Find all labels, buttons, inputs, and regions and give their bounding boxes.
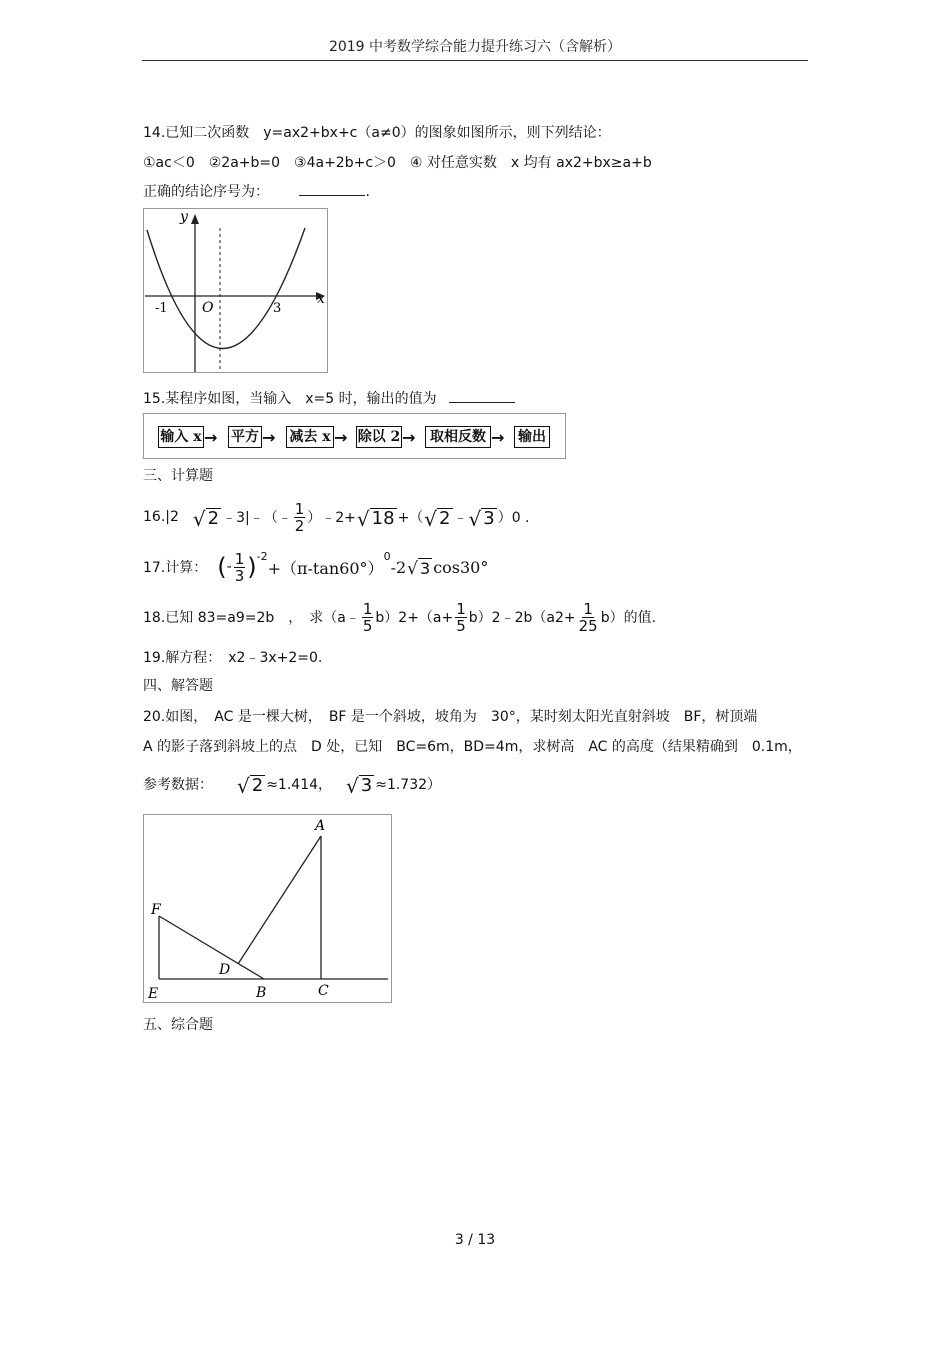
approx-sqrt3: ≈1.732） — [375, 777, 442, 793]
flow-box-square: 平方 — [228, 426, 262, 448]
paren-close: ) — [247, 553, 257, 581]
figure-frame — [144, 815, 392, 1003]
fraction-1-5: $\frac{1}{5}$ — [362, 599, 373, 635]
tree-slope-figure — [143, 814, 393, 1004]
flow-arrow: → — [262, 428, 276, 447]
q16-part: 16.|2 — [143, 509, 179, 525]
neg-one-label: -1 — [155, 301, 168, 316]
q16-part: ）0 . — [497, 510, 530, 526]
q16-expression — [143, 496, 530, 538]
q18-part: 18.已知 83=a9=2b ， 求（a﹣ — [143, 610, 360, 626]
flow-box-output: 输出 — [514, 426, 550, 448]
q20-line1: 20.如图， AC 是一棵大树， BF 是一个斜坡，坡角为 30°，某时刻太阳光直射斜坡 BF，树顶端 — [143, 709, 758, 725]
label-A: A — [315, 818, 326, 834]
q17-neg: - — [226, 559, 232, 575]
y-axis-arrow — [191, 214, 199, 224]
label-B: B — [256, 985, 267, 1001]
x-label: x — [317, 291, 325, 307]
sunray-AD — [238, 836, 321, 964]
q17-mid2: -2 — [390, 557, 407, 577]
parabola-graph — [143, 208, 329, 374]
q14-answer-prompt: 正确的结论序号为： — [143, 184, 269, 200]
exponent-0: 0 — [383, 550, 391, 563]
exponent-neg-2: -2 — [256, 550, 268, 563]
q14-line3 — [143, 181, 370, 202]
ref-prefix: 参考数据： — [143, 777, 213, 793]
program-flowchart — [143, 413, 566, 459]
page-number: 3 / 13 — [454, 1232, 496, 1248]
fraction-1-25: $\frac{1}{25}$ — [578, 599, 598, 635]
q17-expression — [143, 546, 488, 588]
q17-tail: cos30° — [433, 557, 489, 577]
label-D: D — [219, 962, 231, 978]
origin-label: O — [202, 300, 214, 316]
q18-part: b）2+（a+ — [375, 610, 454, 626]
flow-box-input: 输入 x — [158, 426, 204, 448]
fraction-1-5: $\frac{1}{5}$ — [456, 599, 466, 635]
q20-reference-data — [143, 765, 441, 803]
three-label: 3 — [273, 301, 282, 316]
flow-box-subtract: 减去 x — [286, 426, 334, 448]
flow-arrow: → — [204, 428, 218, 447]
sqrt-2: √ 2 — [237, 773, 264, 798]
q14-line1: 14.已知二次函数 y=ax2+bx+c（a≠0）的图象如图所示，则下列结论： — [143, 125, 611, 141]
sqrt-2: √ 2 — [192, 506, 220, 531]
q17-mid: +（π-tan60°） — [267, 558, 384, 578]
q15-line — [143, 388, 515, 409]
parabola-curve — [147, 228, 305, 349]
q18-part: b）2﹣2b（a2+ — [468, 610, 576, 626]
graph-frame — [144, 209, 328, 373]
page-header: 2019 中考数学综合能力提升练习六（含解析） — [328, 39, 622, 55]
flow-arrow: → — [334, 428, 348, 447]
q17-prefix: 17.计算： — [143, 560, 208, 576]
y-label: y — [180, 209, 188, 225]
q18-expression — [143, 596, 656, 638]
q14-period: . — [365, 184, 370, 200]
q19-text: 19.解方程： x2﹣3x+2=0. — [143, 650, 323, 666]
label-F: F — [151, 902, 161, 918]
sqrt-3: √ 3 — [346, 773, 373, 798]
q16-part: ）﹣2+ — [307, 510, 356, 526]
section-3-title: 三、计算题 — [143, 468, 213, 484]
flow-box-divide: 除以 2 — [356, 426, 402, 448]
q15-answer-blank[interactable] — [449, 388, 515, 403]
paren-open: ( — [217, 553, 227, 581]
flow-arrow: → — [491, 428, 505, 447]
section-5-title: 五、综合题 — [143, 1017, 213, 1033]
q16-part: ﹣3|﹣（﹣ — [222, 510, 292, 526]
approx-sqrt2: ≈1.414， — [266, 777, 333, 793]
fraction-1-2: $\frac{1}{2}$ — [294, 499, 305, 535]
label-E: E — [148, 986, 159, 1002]
q16-part: ﹣ — [453, 510, 468, 526]
sqrt-3: √ 3 — [407, 558, 431, 579]
q14-answer-blank[interactable] — [299, 181, 365, 196]
sqrt-18: √ 18 — [356, 506, 395, 531]
q18-part: b）的值. — [600, 610, 657, 626]
sqrt-3: √ 3 — [468, 506, 495, 531]
q14-line2: ①ac＜0 ②2a+b=0 ③4a+2b+c＞0 ④ 对任意实数 x 均有 ax2+bx≥a+b — [143, 155, 652, 171]
q15-text: 15.某程序如图，当输入 x=5 时，输出的值为 — [143, 391, 437, 407]
label-C: C — [318, 983, 329, 999]
section-4-title: 四、解答题 — [143, 678, 213, 694]
sqrt-2: √ 2 — [424, 506, 451, 531]
header-rule — [142, 60, 808, 61]
flow-box-negate: 取相反数 — [425, 426, 491, 448]
q20-line2: A 的影子落到斜坡上的点 D 处，已知 BC=6m，BD=4m，求树高 AC 的高度（结果精确到 0.1m， — [143, 739, 802, 755]
q16-part: +（ — [397, 510, 424, 526]
flow-arrow: → — [402, 428, 416, 447]
fraction-1-3: $\frac{1}{3}$ — [234, 549, 245, 585]
